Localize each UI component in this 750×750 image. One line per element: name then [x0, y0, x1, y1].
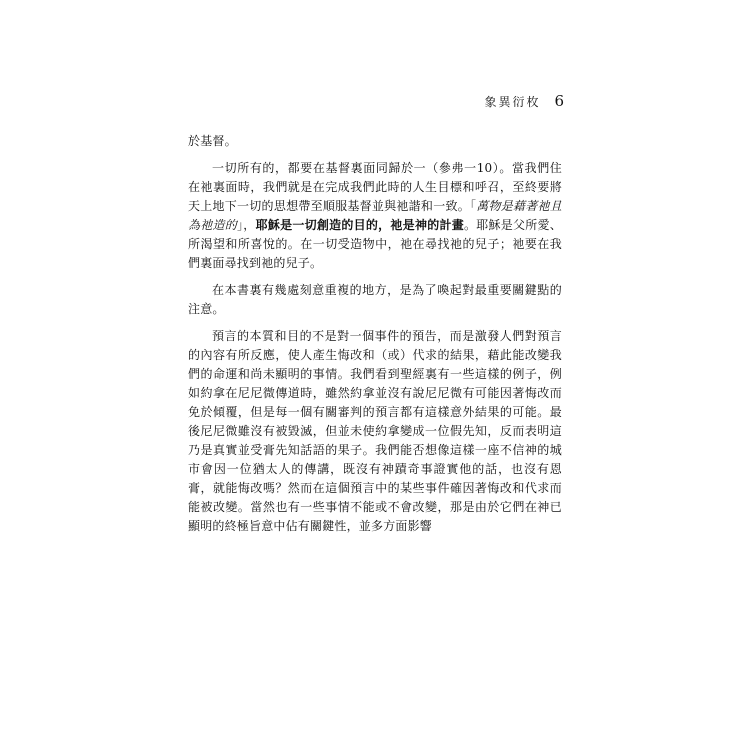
page-header — [484, 92, 564, 110]
page-number: 6 — [554, 92, 564, 110]
quoted-scripture: 萬物是藉著祂且為祂造的 — [188, 199, 562, 232]
emphasis-text: 耶穌是一切創造的目的，祂是神的計畫 — [255, 218, 464, 232]
text-segment: 預言的本質和目的不是對一個事件的預告，而是激發人們對預言的內容有所反應，使人產生悔改和（或）代求的結果，藉此能改變我們的命運和尚未顯明的事情。我們看到聖經裏有一些這樣的例子，例如約拿在尼尼微傳道時，雖然約拿並沒有說尼尼微有可能因著悔改而免於傾覆，但是每一個有關審判的預言都有這樣意外結果的可能。最後尼尼微雖沒有被毀滅，但並未使約拿變成一位假先知，反而表明這乃是真實並受膏先知話語的果子。我們能否想像這樣一座不信神的城市會因一位猶太人的傳講，既沒有神蹟奇事證實他的話，也沒有恩膏，就能悔改嗎？然而在這個預言中的某些事件確因著悔改和代求而能被改變。當然也有一些事情不能或不會改變，那是由於它們在神已顯明的終極旨意中佔有關鍵性，並多方面影響 — [188, 329, 562, 533]
text-segment: 」， — [237, 218, 256, 232]
text-segment: 於基督。 — [188, 134, 237, 148]
body-text — [188, 132, 562, 692]
text-segment: 在本書裏有幾處刻意重複的地方，是為了喚起對最重要關鍵點的注意。 — [188, 283, 562, 316]
paragraph — [188, 281, 562, 319]
paragraph — [188, 159, 562, 273]
paragraph — [188, 327, 562, 536]
running-title: 象異衍枚 — [484, 95, 541, 109]
text-segment: 一切所有的，都要在基督裏面同歸於一（參弗一10）。當我們住在祂裏面時，我們就是在完成我們此時的人生目標和呼召，至終要將天上地下一切的思想帶至順服基督並與祂諧和一致。「 — [188, 161, 562, 213]
paragraph — [188, 132, 562, 151]
text-segment: 。耶穌是父所愛、所渴望和所喜悅的。在一切受造物中，祂在尋找祂的兒子；祂要在我們裏面尋找到祂的兒子。 — [188, 218, 562, 270]
